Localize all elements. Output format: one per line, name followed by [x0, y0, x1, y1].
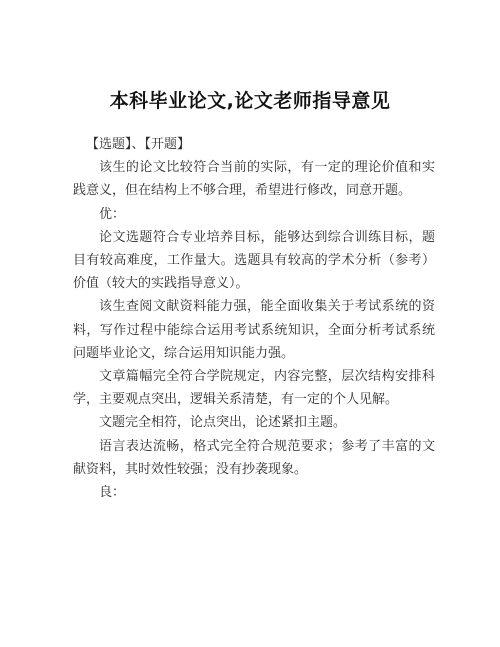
- paragraph-literature-ability: 该生查阅文献资料能力强，能全面收集关于考试系统的资料，写作过程中能综合运用考试系统知识，全面分析考试系统问题毕业论文，综合运用知识能力强。: [73, 299, 435, 361]
- paragraph-language-format: 语言表达流畅，格式完全符合规范要求；参考了丰富的文献资料，其时效性较强；没有抄袭现象。: [73, 438, 435, 477]
- paragraph-structure-evaluation: 文章篇幅完全符合学院规定，内容完整，层次结构安排科学，主要观点突出，逻辑关系清楚，有一定的个人见解。: [73, 369, 435, 408]
- section-heading-topic-selection: 【选题】、【开题】: [86, 137, 191, 152]
- grade-label-excellent: 优：: [99, 206, 126, 222]
- document-title: 本科毕业论文,论文老师指导意见: [109, 90, 391, 112]
- paragraph-topic-evaluation: 论文选题符合专业培养目标，能够达到综合训练目标，题目有较高难度，工作量大。选题具有较高的学术分析（参考）价值（较大的实践指导意义）。: [73, 229, 435, 292]
- document-body: [73, 133, 435, 504]
- paragraph-opening-comment: 该生的论文比较符合当前的实际，有一定的理论价值和实践意义，但在结构上不够合理，希望进行修改，同意开题。: [73, 160, 435, 199]
- paragraph-topic-match: 文题完全相符，论点突出，论述紧扣主题。: [99, 415, 347, 431]
- grade-label-good: 良：: [99, 485, 126, 501]
